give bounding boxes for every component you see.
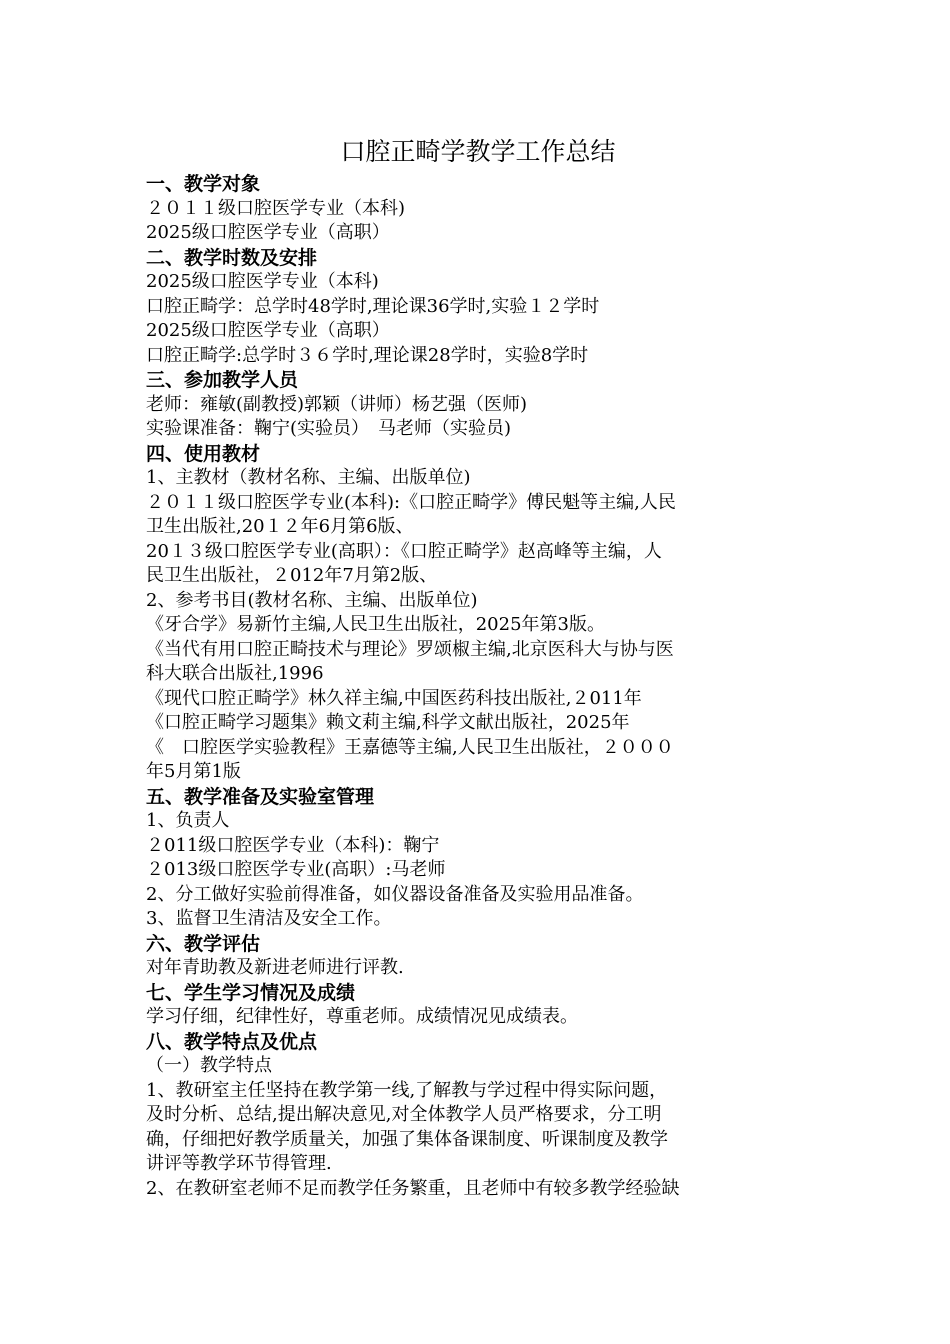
paragraph-line: ２013级口腔医学专业(高职）:马老师 bbox=[146, 859, 446, 880]
paragraph-line: 1、负责人 bbox=[146, 810, 230, 831]
section-heading: 二、教学时数及安排 bbox=[146, 246, 318, 269]
document-title: 口腔正畸学教学工作总结 bbox=[340, 137, 616, 166]
paragraph-line: 3、监督卫生清洁及安全工作。 bbox=[146, 908, 392, 929]
paragraph-line: 对年青助教及新进老师进行评教. bbox=[146, 957, 404, 978]
paragraph-line: 学习仔细，纪律性好，尊重老师。成绩情况见成绩表。 bbox=[146, 1006, 578, 1027]
paragraph-line: 20１３级口腔医学专业(高职）：《口腔正畸学》赵高峰等主编，人 bbox=[146, 540, 662, 562]
document-page bbox=[146, 132, 810, 1201]
paragraph-line: 2、分工做好实验前得准备，如仪器设备准备及实验用品准备。 bbox=[146, 883, 644, 905]
paragraph-line: 及时分析、总结,提出解决意见,对全体教学人员严格要求，分工明 bbox=[146, 1104, 662, 1125]
paragraph-line: 2025级口腔医学专业（本科) bbox=[146, 271, 379, 292]
section-heading: 八、教学特点及优点 bbox=[146, 1030, 318, 1053]
paragraph-line: 口腔正畸学：总学时48学时,理论课36学时,实验１２学时 bbox=[146, 295, 600, 317]
paragraph-line: 《牙合学》易新竹主编,人民卫生出版社，2025年第3版。 bbox=[146, 614, 605, 635]
paragraph-line: 《口腔正畸学习题集》赖文莉主编,科学文献出版社，2025年 bbox=[146, 712, 630, 733]
paragraph-line: 2、在教研室老师不足而教学任务繁重，且老师中有较多教学经验缺 bbox=[146, 1177, 680, 1199]
paragraph-line: 1、教研室主任坚持在教学第一线,了解教与学过程中得实际问题， bbox=[146, 1079, 668, 1101]
paragraph-line: 老师：雍敏(副教授)郭颖（讲师）杨艺强（医师) bbox=[146, 393, 528, 415]
paragraph-line: ２０１１级口腔医学专业(本科):《口腔正畸学》傅民魁等主编,人民 bbox=[146, 491, 676, 513]
paragraph-line: 卫生出版社,20１２年6月第6版、 bbox=[146, 516, 414, 537]
paragraph-line: 《现代口腔正畸学》林久祥主编,中国医药科技出版社,２011年 bbox=[146, 687, 642, 709]
document-body bbox=[146, 172, 810, 1201]
paragraph-line: 讲评等教学环节得管理. bbox=[146, 1153, 332, 1174]
paragraph-line: 民卫生出版社，２012年7月第2版、 bbox=[146, 565, 438, 586]
section-heading: 六、教学评估 bbox=[146, 932, 261, 955]
section-heading: 四、使用教材 bbox=[146, 442, 261, 465]
paragraph-line: 科大联合出版社,1996 bbox=[146, 663, 324, 684]
paragraph-line: 2025级口腔医学专业（高职） bbox=[146, 222, 390, 243]
paragraph-line: 1、主教材（教材名称、主编、出版单位) bbox=[146, 467, 471, 488]
paragraph-line: 口腔正畸学:总学时３６学时,理论课28学时，实验8学时 bbox=[146, 344, 589, 366]
paragraph-line: 2025级口腔医学专业（高职） bbox=[146, 320, 390, 341]
section-heading: 七、学生学习情况及成绩 bbox=[146, 981, 356, 1004]
section-heading: 三、参加教学人员 bbox=[146, 369, 299, 391]
paragraph-line: ２011级口腔医学专业（本科)：鞠宁 bbox=[146, 834, 440, 856]
paragraph-line: 《 口腔医学实验教程》王嘉德等主编,人民卫生出版社，２０００ bbox=[146, 736, 674, 758]
section-heading: 一、教学对象 bbox=[146, 173, 261, 195]
paragraph-line: 《当代有用口腔正畸技术与理论》罗颂椒主编,北京医科大与协与医 bbox=[146, 638, 674, 660]
section-heading: 五、教学准备及实验室管理 bbox=[146, 785, 375, 808]
paragraph-line: 实验课准备：鞠宁(实验员） 马老师（实验员) bbox=[146, 418, 512, 439]
paragraph-line: 确，仔细把好教学质量关，加强了集体备课制度、听课制度及教学 bbox=[146, 1128, 668, 1150]
paragraph-line: ２０１１级口腔医学专业（本科) bbox=[146, 197, 406, 219]
paragraph-line: 年5月第1版 bbox=[146, 761, 241, 782]
paragraph-line: 2、参考书目(教材名称、主编、出版单位) bbox=[146, 589, 478, 611]
paragraph-line: （一）教学特点 bbox=[146, 1055, 272, 1076]
